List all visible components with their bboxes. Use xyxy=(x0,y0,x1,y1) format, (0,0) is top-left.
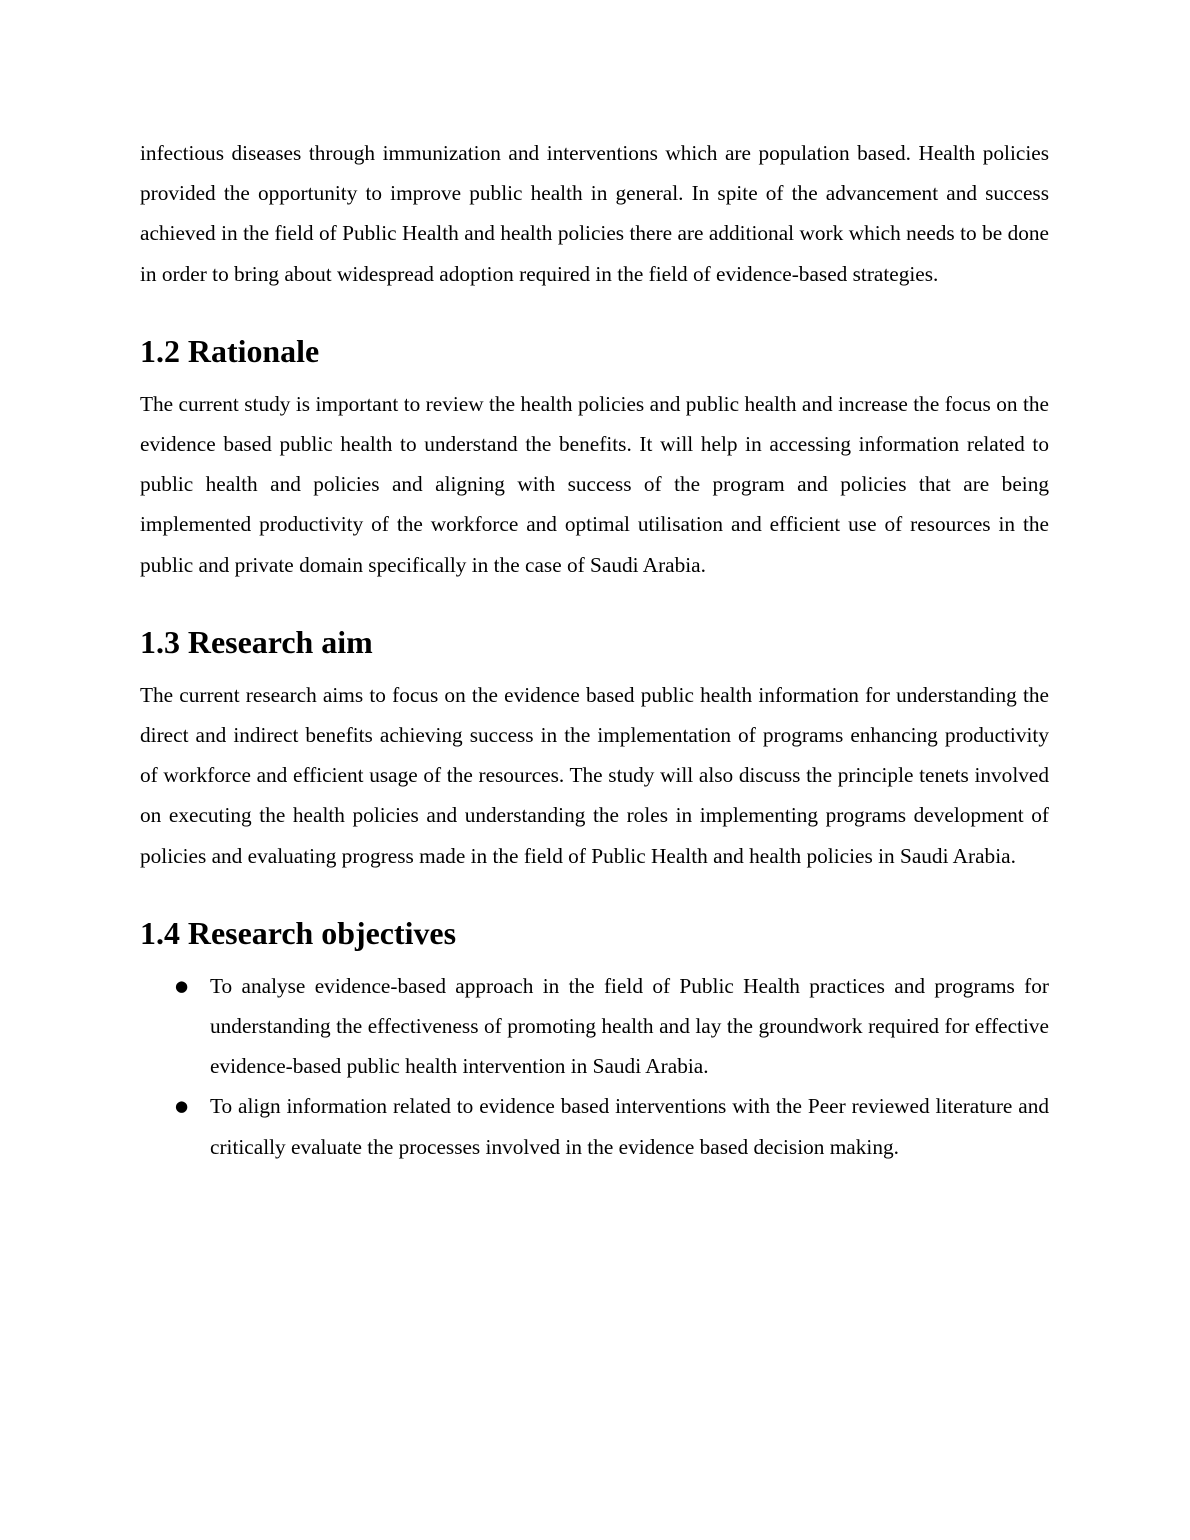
objective-text: To align information related to evidence based interventions with the Peer reviewed literature and critically evaluate the processes involved in the evidence based decision making. xyxy=(210,1094,1049,1159)
bullet-icon: ● xyxy=(175,976,189,995)
section-heading-research-aim: 1.3 Research aim xyxy=(140,624,373,660)
section-heading-research-objectives: 1.4 Research objectives xyxy=(140,915,457,951)
objectives-list xyxy=(140,966,1049,1167)
bullet-icon: ● xyxy=(175,1097,189,1116)
list-item xyxy=(140,1086,1049,1166)
section-heading-rationale: 1.2 Rationale xyxy=(140,333,320,369)
rationale-paragraph: The current study is important to review the health policies and public health and increase the focus on the evidence based public health to understand the benefits. It will help in accessing information related to public health and policies and aligning with success of the program and policies that are being implemented productivity of the workforce and optimal utilisation and efficient use of resources in the public and private domain specifically in the case of Saudi Arabia. xyxy=(140,391,1049,577)
objective-text: To analyse evidence-based approach in the field of Public Health practices and programs for understanding the effectiveness of promoting health and lay the groundwork required for effective evidence-based public health intervention in Saudi Arabia. xyxy=(210,973,1049,1079)
document-page xyxy=(140,133,1049,1167)
research-aim-paragraph: The current research aims to focus on the evidence based public health information for understanding the direct and indirect benefits achieving success in the implementation of programs enhancing productivity of workforce and efficient usage of the resources. The study will also discuss the principle tenets involved on executing the health policies and understanding the roles in implementing programs development of policies and evaluating progress made in the field of Public Health and health policies in Saudi Arabia. xyxy=(140,682,1049,868)
list-item xyxy=(140,966,1049,1087)
intro-paragraph: infectious diseases through immunization and interventions which are population based. Health policies provided the opportunity to improve public health in general. In spite of the advancement and success achieved in the field of Public Health and health policies there are additional work which needs to be done in order to bring about widespread adoption required in the field of evidence-based strategies. xyxy=(140,141,1049,286)
